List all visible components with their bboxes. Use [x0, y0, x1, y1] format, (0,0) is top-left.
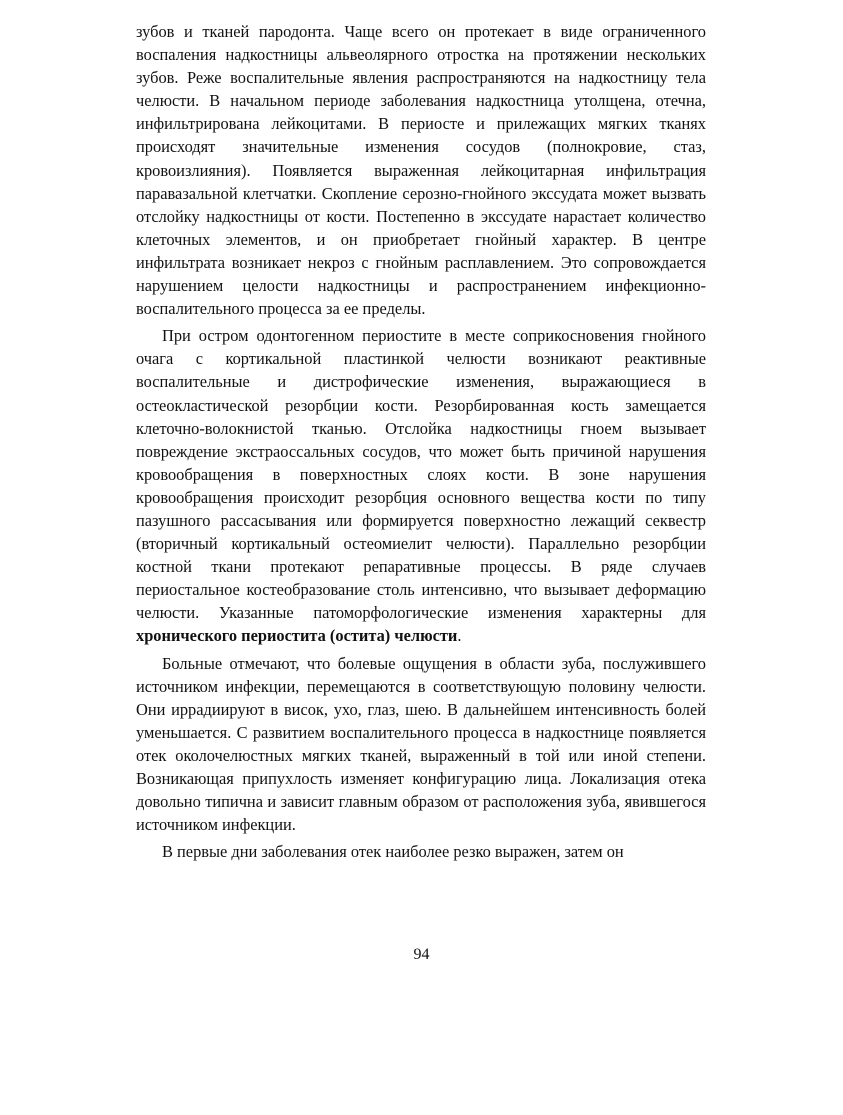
paragraph-1 — [136, 20, 706, 320]
paragraph-3-text: Больные отмечают, что болевые ощущения в области зуба, послужившего источником инфекции, перемещаются в соответствующую половину челюсти. Они иррадиируют в висок, ухо, глаз, шею. В дальнейшем интенсивность болей уменьшается. С развитием воспалительного процесса в надкостнице появляется отек околочелюстных мягких тканей, выраженный в той или иной степени. Возникающая припухлость изменяет конфигурацию лица. Локализация отека довольно типична и зависит главным образом от расположения зуба, явившегося источником инфекции. — [136, 653, 706, 835]
document-page — [136, 20, 706, 863]
page-number: 94 — [413, 946, 430, 963]
paragraph-3 — [136, 652, 706, 837]
paragraph-2 — [136, 324, 706, 647]
paragraph-2-text: При остром одонтогенном периостите в месте соприкосновения гнойного очага с кортикальной пластинкой челюсти возникают реактивные воспалительные и дистрофические изменения, выражающиеся в остеокластической резорбции кости. Резорбированная кость замещается клеточно-волокнистой тканью. Отслойка надкостницы гноем вызывает повреждение экстраоссальных сосудов, что может быть причиной нарушения кровообращения в поверхностных слоях кости. В зоне нарушения кровообращения происходит резорбция основного вещества кости по типу пазушного рассасывания или формируется поверхностно лежащий секвестр (вторичный кортикальный остеомиелит челюсти). Параллельно резорбции костной ткани протекают репаративные процессы. В ряде случаев периостальное костеобразование столь интенсивно, что вызывает деформацию челюсти. Указанные патоморфологические изменения характерны для — [136, 326, 706, 623]
paragraph-4 — [136, 840, 706, 863]
paragraph-1-text: зубов и тканей пародонта. Чаще всего он протекает в виде ограниченного воспаления надкостницы альвеолярного отростка на протяжении нескольких зубов. Реже воспалительные явления распространяются на надкостницу тела челюсти. В начальном периоде заболевания надкостница утолщена, отечна, инфильтрирована лейкоцитами. В периосте и прилежащих мягких тканях происходят значительные изменения сосудов (полнокровие, стаз, кровоизлияния). Появляется выраженная лейкоцитарная инфильтрация паравазальной клетчатки. Скопление серозно-гнойного экссудата может вызвать отслойку надкостницы от кости. Постепенно в экссудате нарастает количество клеточных элементов, и он приобретает гнойный характер. В центре инфильтрата возникает некроз с гнойным расплавлением. Это сопровождается нарушением целости надкостницы и распространением инфекционно-воспалительного процесса за ее пределы. — [136, 22, 706, 319]
paragraph-4-text: В первые дни заболевания отек наиболее резко выражен, затем он — [162, 842, 624, 862]
paragraph-2-tail: . — [457, 626, 462, 646]
paragraph-2-bold-term: хронического периостита (остита) челюсти — [136, 626, 458, 646]
